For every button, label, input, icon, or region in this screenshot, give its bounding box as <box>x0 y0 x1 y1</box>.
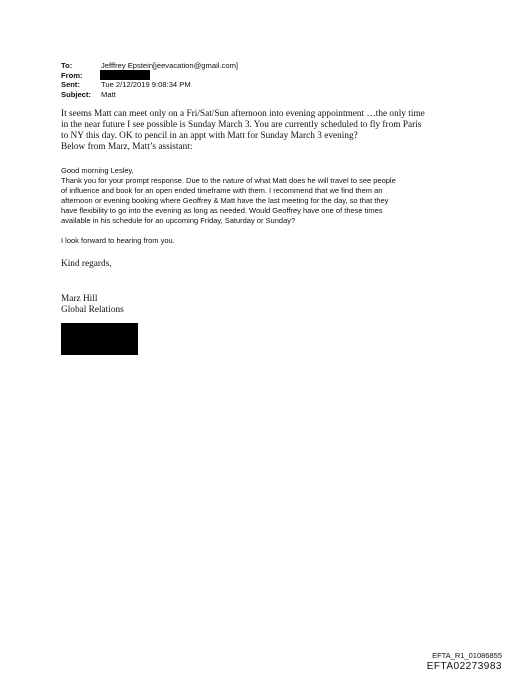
forward-closing-line: I look forward to hearing from you. <box>61 236 175 245</box>
subject-value: Matt <box>101 89 116 99</box>
sent-label: Sent: <box>61 80 80 90</box>
signature-title: Global Relations <box>61 305 124 315</box>
bates-number: EFTA02273983 <box>426 661 502 672</box>
intro-line: It seems Matt can meet only on a Fri/Sat/Sun afternoon into evening appointment …the only time <box>61 109 425 119</box>
to-value: Jefffrey Epstein[jeevacation@gmail.com] <box>101 61 239 70</box>
from-label: From: <box>61 70 83 80</box>
subject-label: Subject: <box>61 89 91 99</box>
email-header <box>61 61 238 99</box>
subject-row <box>61 90 238 100</box>
signature-name: Marz Hill <box>61 294 98 304</box>
forward-body-line: of influence and book for an open ended timeframe with them. I recommend that we find them an <box>61 186 383 195</box>
forward-body-line: Thank you for your prompt response. Due to the nature of what Matt does he will travel to see people <box>61 176 396 185</box>
redaction-box-from <box>100 70 150 80</box>
intro-line: in the near future I see possible is Sunday March 3. You are currently scheduled to fly from Paris <box>61 120 422 130</box>
document-id: EFTA_R1_01086855 <box>432 651 502 660</box>
forward-body-line: afternoon or evening booking where Geoffrey & Matt have the last meeting for the day, so that they <box>61 196 389 205</box>
to-label: To: <box>61 61 73 70</box>
sent-row <box>61 80 238 90</box>
forward-body-line: available in his schedule for an upcoming Friday, Saturday or Sunday? <box>61 216 296 225</box>
signoff: Kind regards, <box>61 259 112 269</box>
sent-value: Tue 2/12/2019 9:08:34 PM <box>101 80 191 90</box>
forward-greeting: Good morning Lesley, <box>61 166 134 175</box>
redaction-box-signature <box>61 323 138 355</box>
from-row <box>61 71 238 81</box>
intro-line: to NY this day. OK to pencil in an appt with Matt for Sunday March 3 evening? <box>61 131 358 141</box>
intro-line: Below from Marz, Matt’s assistant: <box>61 142 193 152</box>
forward-body-line: have flexibility to go into the evening as long as needed. Would Geoffrey have one of these times <box>61 206 383 215</box>
